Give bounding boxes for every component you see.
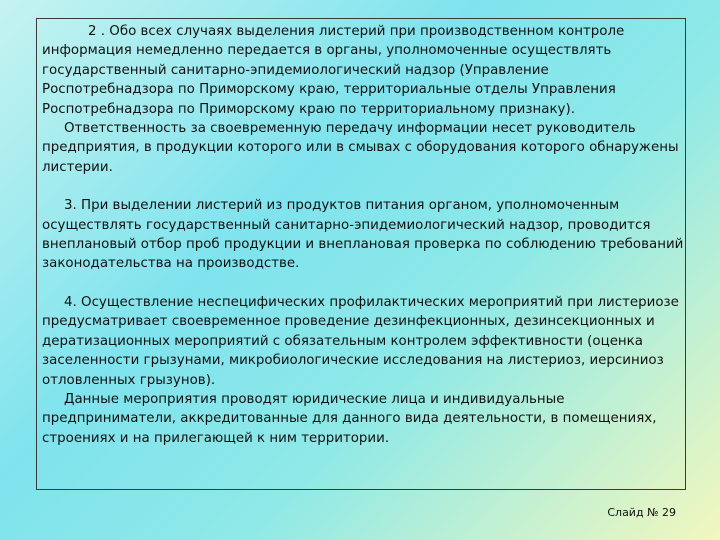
paragraph-2-notification: 2 . Обо всех случаях выделения листерий при производственном контроле информация немедленно передается в органы, уполномоченные осуществлять государственный санитарно-эпидемиологический надзор (Управление Роспотребнадзора по Приморскому краю, территориальные отделы Управления Роспотребнадзора по Приморскому краю по территориальному признаку). [42,24,625,117]
slide-content [42,22,684,448]
paragraph-executors: Данные мероприятия проводят юридические лица и индивидуальные предприниматели, аккредитованные для данного вида деятельности, в помещениях, строениях и на прилегающей к ним территории. [42,391,657,446]
paragraph-4-prevention: 4. Осуществление неспецифических профилактических мероприятий при листериозе предусматривает своевременное проведение дезинфекционных, дезинсекционных и дератизационных мероприятий с обязательным контролем эффективности (оценка заселенности грызунами, микробиологические исследования на листериоз, иерсиниоз отловленных грызунов). [42,294,679,388]
slide-number: Слайд № 29 [607,506,676,519]
paragraph-gap [42,274,684,293]
paragraph-gap [42,177,684,196]
paragraph-responsibility: Ответственность за своевременную передачу информации несет руководитель предприятия, в продукции которого или в смывах с оборудования которого обнаружены листерии. [42,121,679,175]
paragraph-3-inspection: 3. При выделении листерий из продуктов питания органом, уполномоченным осуществлять государственный санитарно-эпидемиологический надзор, проводится внеплановый отбор проб продукции и внеплановая проверка по соблюдению требований законодательства на производстве. [42,198,684,272]
